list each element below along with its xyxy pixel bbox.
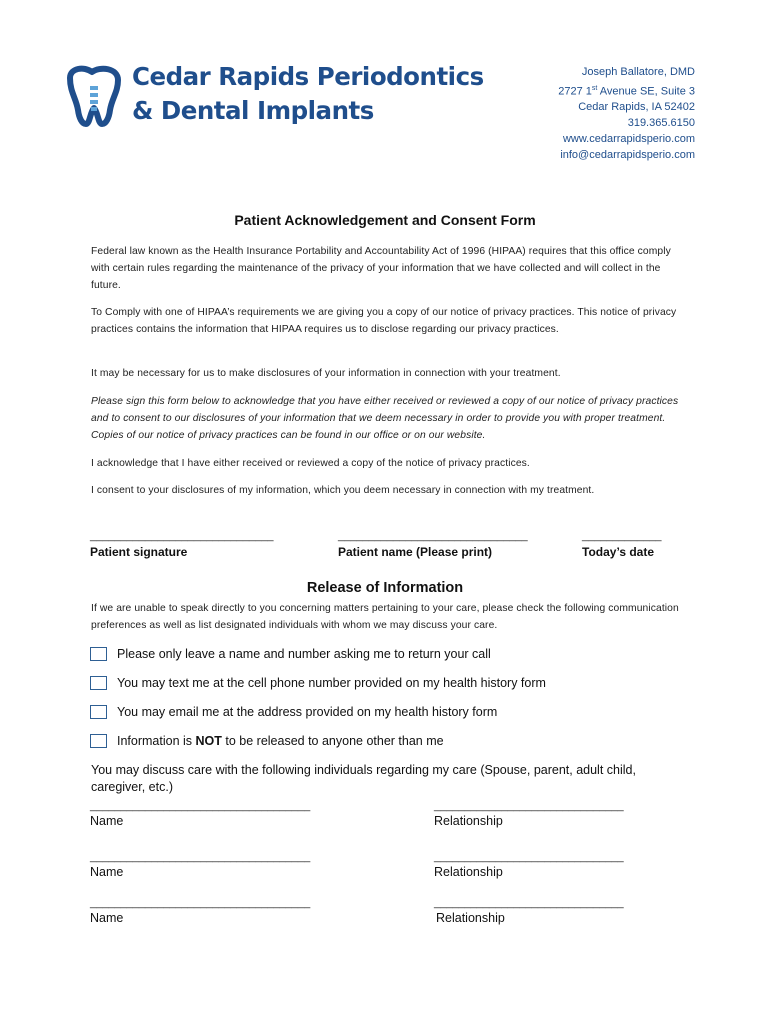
- street-address: 2727 1st Avenue SE, Suite 3: [558, 84, 695, 98]
- date-label: Today’s date: [582, 545, 655, 559]
- name-field-3[interactable]: ____________________________________: [90, 897, 311, 909]
- sign-instructions: Please sign this form below to acknowledge that you have either received or reviewed a copy of our notice of privacy practices and to consent to our disclosures of your information that we deem necessary in order to provide you with proper treatment. Copies of our notice of privacy practices can be found in our office or on our website.: [91, 396, 679, 441]
- patient-name-field[interactable]: _______________________________: [338, 530, 528, 542]
- consent-statement: I consent to your disclosures of my information, which you deem necessary in connection with my treatment.: [91, 485, 595, 496]
- option-text-me[interactable]: [90, 674, 546, 692]
- email-link[interactable]: info@cedarrapidsperio.com: [560, 148, 695, 161]
- relationship-field-3[interactable]: _______________________________: [434, 897, 624, 909]
- option-label: You may text me at the cell phone number provided on my health history form: [117, 676, 546, 690]
- checkbox[interactable]: [90, 705, 107, 719]
- option-return-call[interactable]: [90, 645, 491, 663]
- checkbox[interactable]: [90, 676, 107, 690]
- release-title: Release of Information: [306, 580, 464, 596]
- checkbox[interactable]: [90, 734, 107, 748]
- city-state-zip: Cedar Rapids, IA 52402: [578, 101, 695, 114]
- tooth-logo-icon: [62, 64, 126, 128]
- name-label-1: Name: [90, 814, 124, 828]
- disclosure-paragraph: It may be necessary for us to make disclosures of your information in connection with your treatment.: [91, 368, 561, 379]
- practice-logo: [62, 62, 484, 132]
- logo-text-line1: Cedar Rapids Periodontics: [132, 62, 484, 91]
- option-email-me[interactable]: [90, 703, 497, 721]
- relationship-label-2: Relationship: [434, 865, 503, 879]
- name-label-2: Name: [90, 865, 124, 879]
- form-title: Patient Acknowledgement and Consent Form: [234, 212, 536, 228]
- relationship-label-3: Relationship: [436, 911, 505, 925]
- date-field[interactable]: _____________: [582, 530, 662, 542]
- discuss-care-text: You may discuss care with the following individuals regarding my care (Spouse, parent, adult child, caregiver, etc.): [91, 763, 636, 794]
- option-label: Information is NOT to be released to anyone other than me: [117, 734, 444, 748]
- option-no-release[interactable]: [90, 732, 444, 750]
- relationship-field-2[interactable]: _______________________________: [434, 851, 624, 863]
- logo-text-line2: & Dental Implants: [132, 96, 374, 125]
- name-field-2[interactable]: ____________________________________: [90, 851, 311, 863]
- website-link[interactable]: www.cedarrapidsperio.com: [562, 132, 695, 145]
- acknowledge-statement: I acknowledge that I have either received or reviewed a copy of the notice of privacy practices.: [91, 458, 530, 469]
- option-label: You may email me at the address provided on my health history form: [117, 705, 498, 719]
- doctor-name: Joseph Ballatore, DMD: [581, 66, 695, 78]
- contact-block: [558, 65, 695, 163]
- patient-name-label: Patient name (Please print): [338, 545, 493, 559]
- checkbox[interactable]: [90, 647, 107, 661]
- option-label: Please only leave a name and number asking me to return your call: [117, 647, 491, 661]
- relationship-label-1: Relationship: [434, 814, 503, 828]
- notice-paragraph: To Comply with one of HIPAA’s requirements we are giving you a copy of our notice of privacy practices. This notice of privacy practices contains the information that HIPAA requires us to disclose regarding our privacy practices.: [91, 307, 677, 335]
- hipaa-paragraph: Federal law known as the Health Insurance Portability and Accountability Act of 1996 (HIPAA) requires that this office comply with certain rules regarding the maintenance of the privacy of your information that we have collected and will collect in the future.: [91, 246, 671, 291]
- phone-number: 319.365.6150: [627, 117, 695, 130]
- signature-label: Patient signature: [90, 545, 188, 559]
- release-intro: If we are unable to speak directly to you concerning matters pertaining to your care, please check the following communication preferences as well as list designated individuals with whom we may discuss your care.: [91, 603, 679, 631]
- relationship-field-1[interactable]: _______________________________: [434, 800, 624, 812]
- name-label-3: Name: [90, 911, 124, 925]
- name-field-1[interactable]: ____________________________________: [90, 800, 311, 812]
- signature-field[interactable]: ______________________________: [90, 530, 274, 542]
